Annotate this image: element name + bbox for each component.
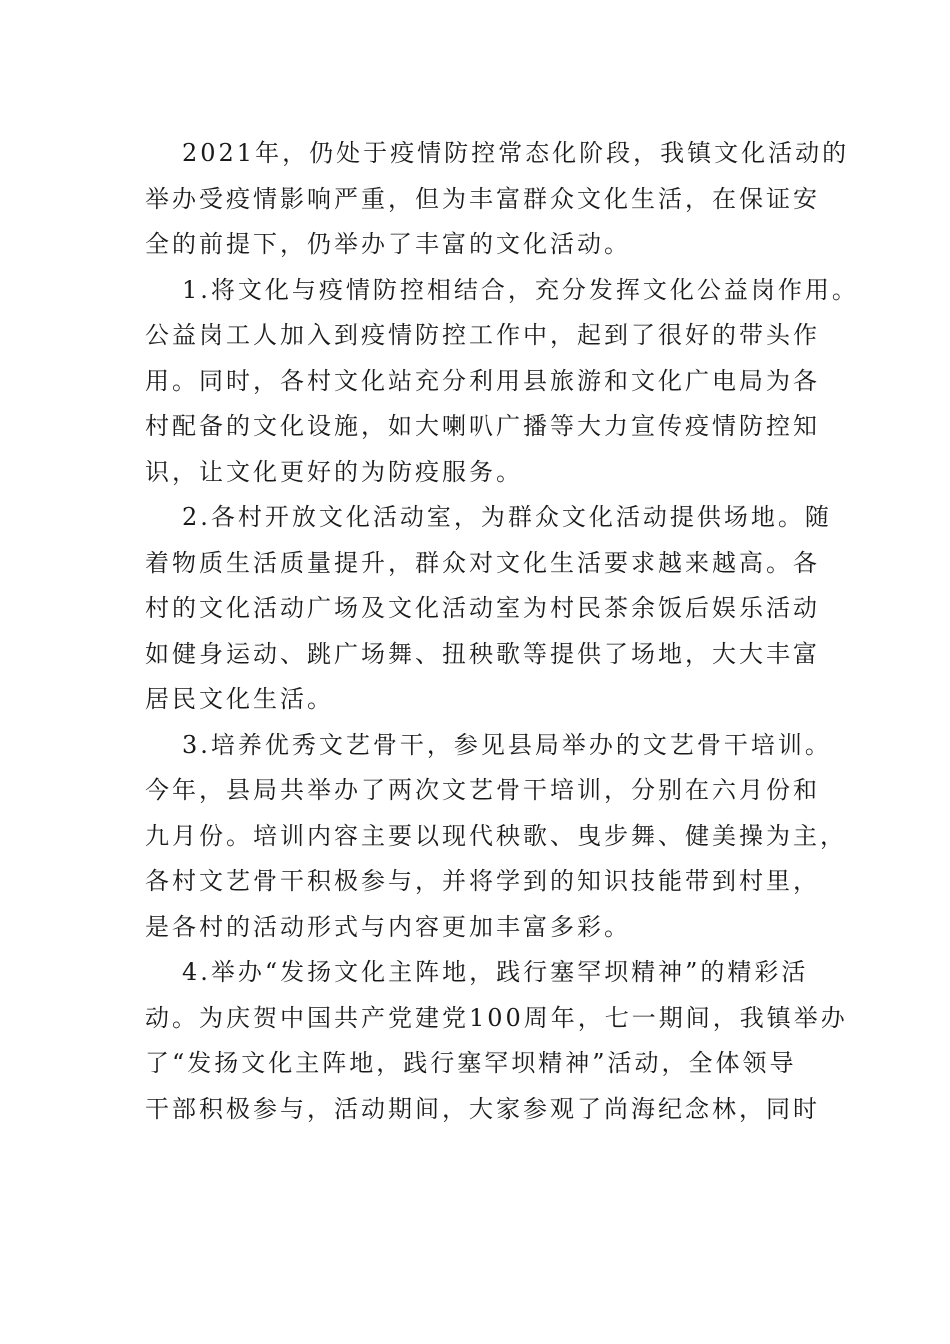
text-line: 动。为庆贺中国共产党建党100周年，七一期间，我镇举办: [145, 1003, 848, 1032]
text-line: 是各村的活动形式与内容更加丰富多彩。: [145, 912, 631, 941]
text-line: 1.将文化与疫情防控相结合，充分发挥文化公益岗作用。: [182, 275, 859, 304]
paragraph-item-3: [145, 723, 847, 951]
text-line: 干部积极参与，活动期间，大家参观了尚海纪念林，同时: [145, 1094, 820, 1123]
text-line: 村配备的文化设施，如大喇叭广播等大力宣传疫情防控知: [145, 412, 820, 440]
text-line: 今年，县局共举办了两次文艺骨干培训，分别在六月份和: [145, 776, 820, 804]
paragraph-item-1: [145, 268, 859, 496]
paragraph-item-4: [145, 950, 848, 1132]
text-line: 公益岗工人加入到疫情防控工作中，起到了很好的带头作: [145, 321, 820, 349]
text-line: 各村文艺骨干积极参与，并将学到的知识技能带到村里，: [145, 867, 820, 895]
text-line: 举办受疫情影响严重，但为丰富群众文化生活，在保证安: [145, 184, 820, 213]
paragraph-intro: [145, 131, 850, 268]
text-line: 全的前提下，仍举办了丰富的文化活动。: [145, 230, 631, 258]
text-line: 2021年，仍处于疫情防控常态化阶段，我镇文化活动的: [182, 139, 850, 167]
text-line: 了“发扬文化主阵地，践行塞罕坝精神”活动，全体领导: [145, 1049, 797, 1077]
text-line: 用。同时，各村文化站充分利用县旅游和文化广电局为各: [145, 366, 820, 395]
text-line: 2.各村开放文化活动室，为群众文化活动提供场地。随: [182, 503, 832, 531]
text-line: 识，让文化更好的为防疫服务。: [145, 457, 523, 486]
document-body: [145, 131, 859, 1132]
text-line: 如健身运动、跳广场舞、扭秧歌等提供了场地，大大丰富: [145, 639, 820, 668]
text-line: 4.举办“发扬文化主阵地，践行塞罕坝精神”的精彩活: [182, 958, 809, 986]
text-line: 着物质生活质量提升，群众对文化生活要求越来越高。各: [145, 548, 820, 577]
text-line: 居民文化生活。: [145, 685, 334, 713]
paragraph-item-2: [145, 495, 832, 723]
text-line: 村的文化活动广场及文化活动室为村民茶余饭后娱乐活动: [145, 594, 820, 622]
text-line: 3.培养优秀文艺骨干，参见县局举办的文艺骨干培训。: [182, 730, 832, 759]
text-line: 九月份。培训内容主要以现代秧歌、曳步舞、健美操为主，: [145, 821, 847, 850]
